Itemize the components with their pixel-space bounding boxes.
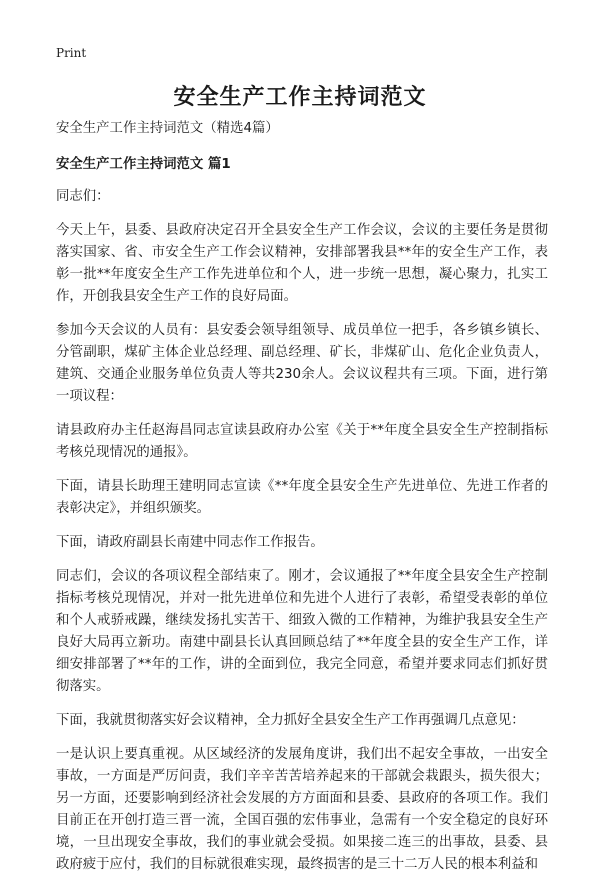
paragraph: 今天上午，县委、县政府决定召开全县安全生产工作会议，会议的主要任务是贯彻落实国家、省、市安全生产工作会议精神，安排部署我县**年的安全生产工作，表彰一批**年度安全生产工作先进单位和个人，进一步统一思想，凝心聚力，扎实工作，开创我县安全生产工作的良好局面。 bbox=[56, 223, 548, 304]
section-heading: 安全生产工作主持词范文 篇1 bbox=[56, 157, 231, 172]
document-body bbox=[56, 118, 548, 888]
paragraph: 请县政府办主任赵海昌同志宣读县政府办公室《关于**年度全县安全生产控制指标考核兑现情况的通报》。 bbox=[56, 423, 548, 460]
paragraph: 同志们，会议的各项议程全部结束了。刚才，会议通报了**年度全县安全生产控制指标考核兑现情况，并对一批先进单位和先进个人进行了表彰，希望受表彰的单位和个人戒骄戒躁，继续发扬扎实苦干、细致入微的工作精神，为维护我县安全生产良好大局再立新功。南建中副县长认真回顾总结了**年度全县的安全生产工作，详细安排部署了**年的工作，讲的全面到位，我完全同意，希望并要求同志们抓好贯彻落实。 bbox=[56, 569, 548, 694]
paragraph: 下面，请县长助理王建明同志宣读《**年度全县安全生产先进单位、先进工作者的表彰决定》，并组织颁奖。 bbox=[56, 479, 548, 516]
document-title: 安全生产工作主持词范文 bbox=[173, 85, 427, 110]
print-link[interactable]: Print bbox=[56, 46, 87, 60]
document-subtitle: 安全生产工作主持词范文（精选4篇） bbox=[56, 121, 279, 136]
paragraph: 一是认识上要真重视。从区域经济的发展角度讲，我们出不起安全事故，一出安全事故，一方面是严厉问责，我们辛辛苦苦培养起来的干部就会栽跟头，损失很大；另一方面，还要影响到经济社会发展的方方面面和县委、县政府的各项工作。我们目前正在开创打造三晋一流，全国百强的宏伟事业，急需有一个安全稳定的良好环境，一旦出现安全事故，我们的事业就会受损。如果接二连三的出事故，县委、县政府疲于应付，我们的目标就很难实现，最终损害的是三十二万人民的根本利益和 bbox=[56, 747, 548, 872]
paragraph-salutation: 同志们： bbox=[56, 189, 110, 204]
paragraph: 下面，我就贯彻落实好会议精神，全力抓好全县安全生产工作再强调几点意见： bbox=[56, 713, 525, 728]
paragraph: 下面，请政府副县长南建中同志作工作报告。 bbox=[56, 535, 324, 550]
paragraph: 参加今天会议的人员有：县安委会领导组领导、成员单位一把手，各乡镇乡镇长、分管副职，煤矿主体企业总经理、副总经理、矿长，非煤矿山、危化企业负责人，建筑、交通企业服务单位负责人等共230余人。会议议程共有三项。下面，进行第一项议程： bbox=[56, 323, 548, 404]
